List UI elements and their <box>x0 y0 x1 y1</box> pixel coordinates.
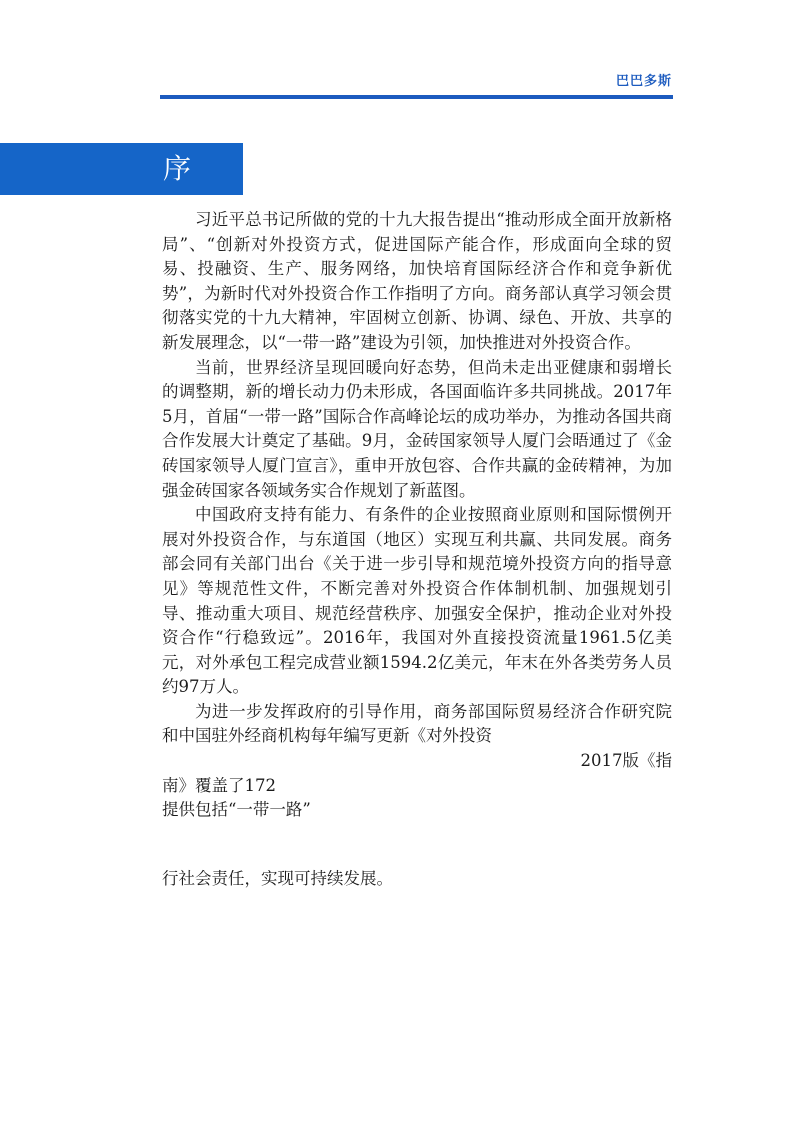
paragraph-3: 中国政府支持有能力、有条件的企业按照商业原则和国际惯例开展对外投资合作，与东道国（地区）实现互利共赢、共同发展。商务部会同有关部门出台《关于进一步引导和规范境外投资方向的指导意见》等规范性文件，不断完善对外投资合作体制机制、加强规划引导、推动重大项目、规范经营秩序、加强安全保护，推动企业对外投资合作“行稳致远”。2016年，我国对外直接投资流量1961.5亿美元，对外承包工程完成营业额1594.2亿美元，年末在外各类劳务人员约97万人。 <box>162 505 672 697</box>
body-text <box>162 208 672 891</box>
header-country-name: 巴巴多斯 <box>615 74 672 89</box>
fragment-line-2: 提供包括“一带一路” <box>162 800 311 820</box>
fragment-right: 2017版《指 <box>580 751 672 771</box>
section-title: 序 <box>163 152 192 185</box>
closing-line: 行社会责任，实现可持续发展。 <box>162 868 393 888</box>
paragraph-4: 为进一步发挥政府的引导作用，商务部国际贸易经济合作研究院和中国驻外经商机构每年编写更新《对外投资 <box>162 701 672 746</box>
paragraph-1: 习近平总书记所做的党的十九大报告提出“推动形成全面开放新格局”、“创新对外投资方式，促进国际产能合作，形成面向全球的贸易、投融资、生产、服务网络，加快培育国际经济合作和竞争新优势”，为新时代对外投资合作工作指明了方向。商务部认真学习领会贯彻落实党的十九大精神，牢固树立创新、协调、绿色、开放、共享的新发展理念，以“一带一路”建设为引领，加快推进对外投资合作。 <box>162 210 672 352</box>
paragraph-2: 当前，世界经济呈现回暖向好态势，但尚未走出亚健康和弱增长的调整期，新的增长动力仍未形成，各国面临许多共同挑战。2017年5月，首届“一带一路”国际合作高峰论坛的成功举办，为推动各国共商合作发展大计奠定了基础。9月，金砖国家领导人厦门会晤通过了《金砖国家领导人厦门宣言》，重申开放包容、合作共赢的金砖精神，为加强金砖国家各领域务实合作规划了新蓝图。 <box>162 357 672 500</box>
header-divider <box>160 95 673 99</box>
text-gap <box>162 823 672 867</box>
fragment-line-1: 南》覆盖了172 <box>162 775 276 795</box>
section-banner <box>0 143 243 195</box>
